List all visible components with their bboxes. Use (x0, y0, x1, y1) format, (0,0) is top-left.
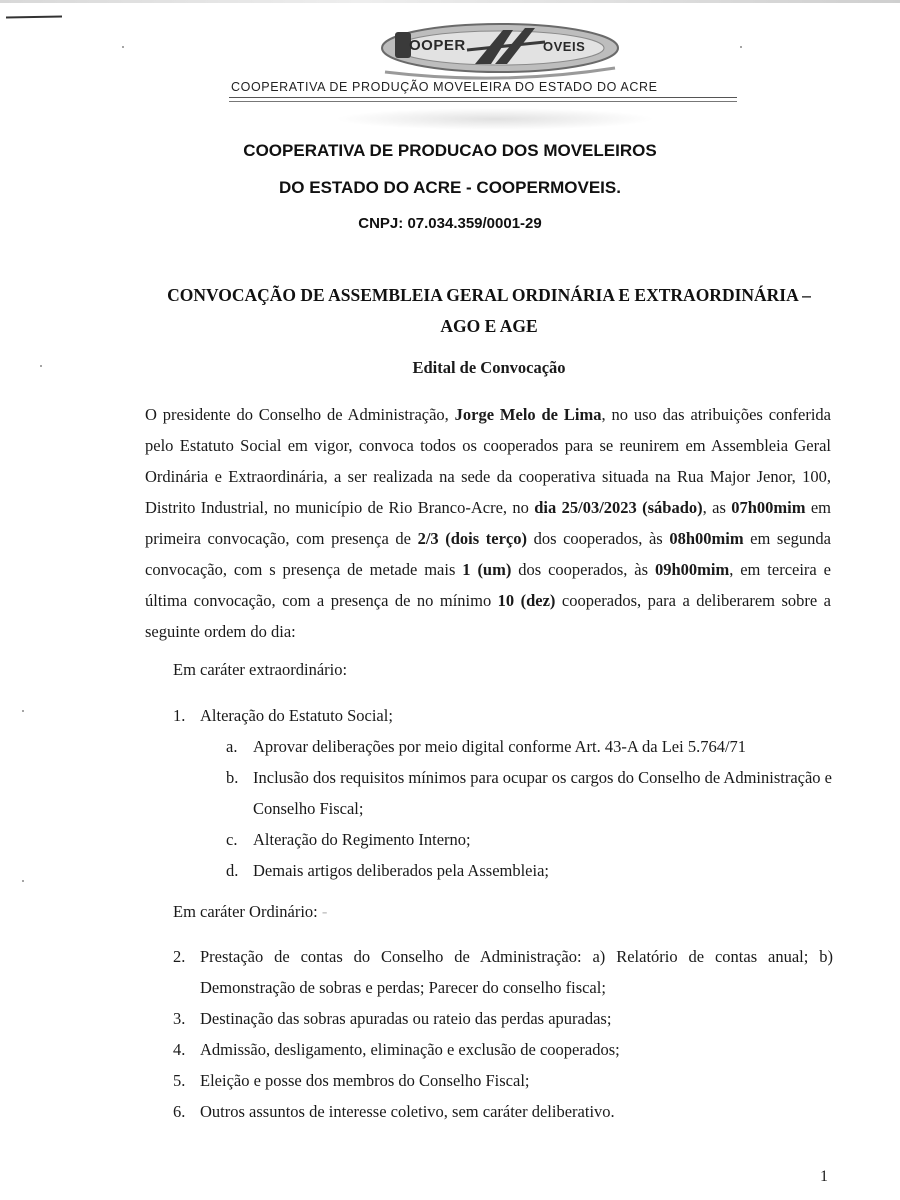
para-text: dos cooperados, às (511, 560, 655, 579)
cnpj: CNPJ: 07.034.359/0001-29 (358, 215, 542, 232)
agenda-item-text: Outros assuntos de interesse coletivo, sem caráter deliberativo. (200, 1102, 615, 1121)
page-number: 1 (820, 1168, 828, 1185)
second-call-quorum: 1 (um) (462, 560, 512, 579)
scan-speck (22, 710, 24, 712)
agenda-sub-item-letter: c. (226, 830, 238, 849)
para-text: , as (702, 498, 732, 517)
third-call-quorum: 10 (dez) (497, 591, 556, 610)
agenda-sub-item-text: Inclusão dos requisitos mínimos para ocupar os cargos do Conselho de Administração e Conselho Fiscal; (253, 768, 832, 818)
para-text: O presidente do Conselho de Administração, (145, 405, 449, 424)
scan-speck (122, 46, 124, 48)
first-call-quorum: 2/3 (dois terço) (417, 529, 527, 548)
logo-text-left: OOPER (409, 37, 466, 54)
scan-speck (22, 880, 24, 882)
agenda-item-number: 1. (173, 706, 186, 725)
scan-smudge (335, 108, 655, 130)
letterhead (215, 20, 735, 120)
second-call-time: 08h00mim (669, 529, 744, 548)
para-text: em primeira convocação, com presença de (145, 498, 831, 548)
agenda-sub-item-text: Alteração do Regimento Interno; (253, 830, 471, 849)
agenda-sub-item-letter: a. (226, 737, 238, 756)
document-title-line2: AGO E AGE (440, 316, 538, 336)
company-name-line1: COOPERATIVA DE PRODUCAO DOS MOVELEIROS (243, 141, 657, 160)
document-subtitle: Edital de Convocação (412, 358, 566, 377)
agenda-sub-item-letter: d. (226, 861, 239, 880)
agenda-item-text: Prestação de contas do Conselho de Administração: a) Relatório de contas anual; b) Demonstração de sobras e perdas; Parecer do conselho fiscal; (200, 947, 833, 997)
para-text: cooperados, para a deliberarem sobre a seguinte ordem do dia: (145, 591, 831, 641)
logo-text-right: OVEIS (543, 39, 586, 54)
agenda-sub-item-text: Aprovar deliberações por meio digital conforme Art. 43-A da Lei 5.764/71 (253, 737, 747, 756)
para-text: em segunda convocação, com s presença de metade mais (145, 529, 831, 579)
scan-edge-line (0, 0, 900, 3)
organization-name: COOPERATIVA DE PRODUÇÃO MOVELEIRA DO ESTADO DO ACRE (231, 80, 658, 94)
agenda-item-number: 4. (173, 1040, 186, 1059)
agenda-item-number: 5. (173, 1071, 186, 1090)
agenda-sub-item-letter: b. (226, 768, 239, 787)
document-title-line1: CONVOCAÇÃO DE ASSEMBLEIA GERAL ORDINÁRIA E EXTRAORDINÁRIA – (167, 285, 811, 305)
first-call-time: 07h00mim (731, 498, 806, 517)
scan-speck (740, 46, 742, 48)
company-name-line2: DO ESTADO DO ACRE - COOPERMOVEIS. (279, 178, 621, 197)
agenda-item-text: Admissão, desligamento, eliminação e exclusão de cooperados; (200, 1040, 620, 1059)
extraordinary-label: Em caráter extraordinário: (173, 660, 348, 679)
ordinary-label-text: Em caráter Ordinário: (173, 902, 318, 921)
agenda-item-number: 3. (173, 1009, 186, 1028)
agenda-item-number: 6. (173, 1102, 186, 1121)
coopermoveis-logo (375, 20, 625, 86)
ordinary-label: Em caráter Ordinário: - (173, 902, 328, 921)
agenda-sub-item-text: Demais artigos deliberados pela Assembleia; (253, 861, 550, 880)
agenda-item-text: Eleição e posse dos membros do Conselho Fiscal; (200, 1071, 530, 1090)
president-name: Jorge Melo de Lima (448, 405, 602, 424)
agenda-item-number: 2. (173, 947, 186, 966)
agenda-item-text: Destinação das sobras apuradas ou rateio das perdas apuradas; (200, 1009, 612, 1028)
convocation-paragraph (145, 399, 831, 647)
agenda-item-text: Alteração do Estatuto Social; (200, 706, 393, 725)
meeting-date: dia 25/03/2023 (sábado) (534, 498, 703, 517)
para-text: dos cooperados, às (526, 529, 670, 548)
para-text: , no uso das atribuições conferida pelo Estatuto Social em vigor, convoca todos os cooperados para se reunirem em Assembleia Geral Ordinária e Extraordinária, a ser realizada na sede da cooperativa situada na Rua Major Jenor, 100, Distrito Industrial, no município de Rio Branco-Acre, no (145, 405, 832, 517)
third-call-time: 09h00mim (654, 560, 730, 579)
para-text: , em terceira e última convocação, com a presença de no mínimo (145, 560, 831, 610)
scan-edge-mark (6, 16, 62, 19)
letterhead-rule (229, 97, 737, 102)
